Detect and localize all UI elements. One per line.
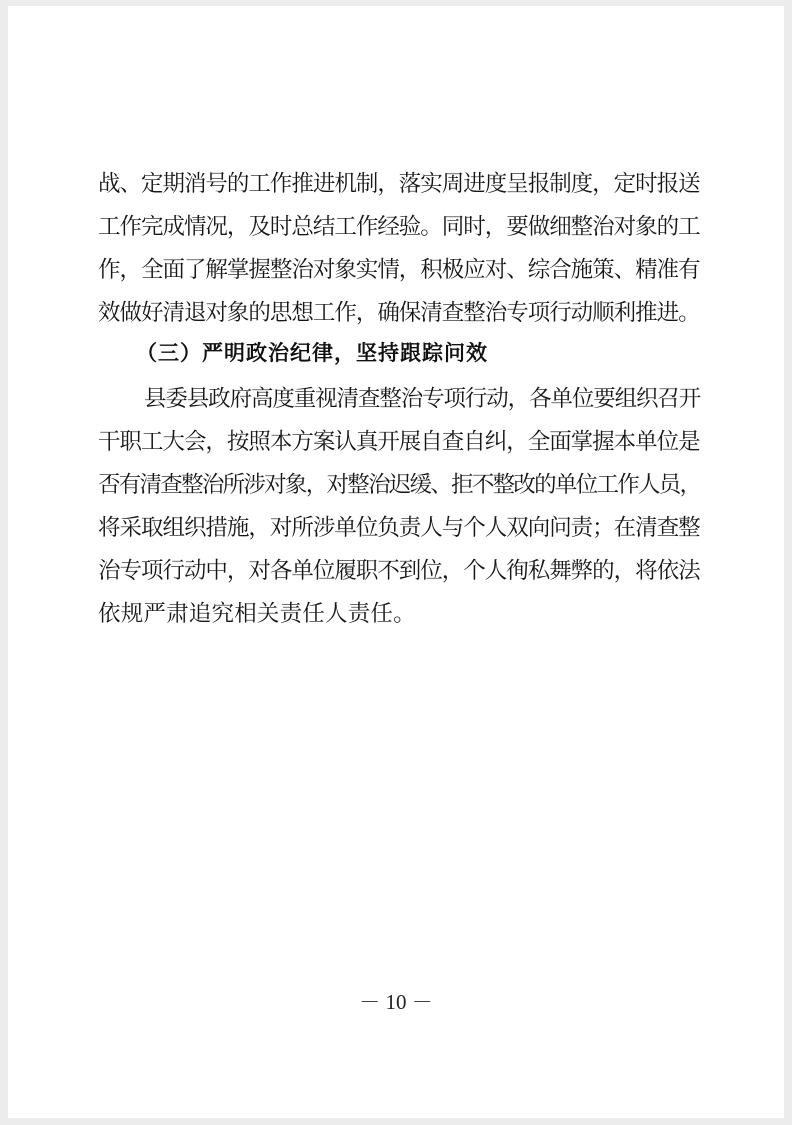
text-line: 县委县政府高度重视清查整治专项行动，各单位要组织召开: [144, 386, 701, 412]
text-line: 作，全面了解掌握整治对象实情，积极应对、综合施策、精准有: [98, 257, 700, 283]
text-line: 治专项行动中，对各单位履职不到位，个人徇私舞弊的，将依法: [98, 558, 700, 584]
text-line: 效做好清退对象的思想工作，确保清查整治专项行动顺利推进。: [98, 300, 700, 326]
text-line: 将采取组织措施，对所涉单位负责人与个人双向问责；在清查整: [98, 515, 700, 541]
page-number: － 10 －: [359, 990, 433, 1014]
section-heading: （三）严明政治纪律，坚持跟踪问效: [136, 341, 488, 365]
text-line: 依规严肃追究相关责任人责任。: [98, 601, 416, 627]
text-line: 工作完成情况，及时总结工作经验。同时，要做细整治对象的工: [98, 214, 700, 240]
text-line: 否有清查整治所涉对象，对整治迟缓、拒不整改的单位工作人员，: [98, 472, 701, 498]
text-line: 战、定期消号的工作推进机制，落实周进度呈报制度，定时报送: [98, 171, 700, 197]
text-line: 干职工大会，按照本方案认真开展自查自纠，全面掌握本单位是: [98, 429, 700, 455]
